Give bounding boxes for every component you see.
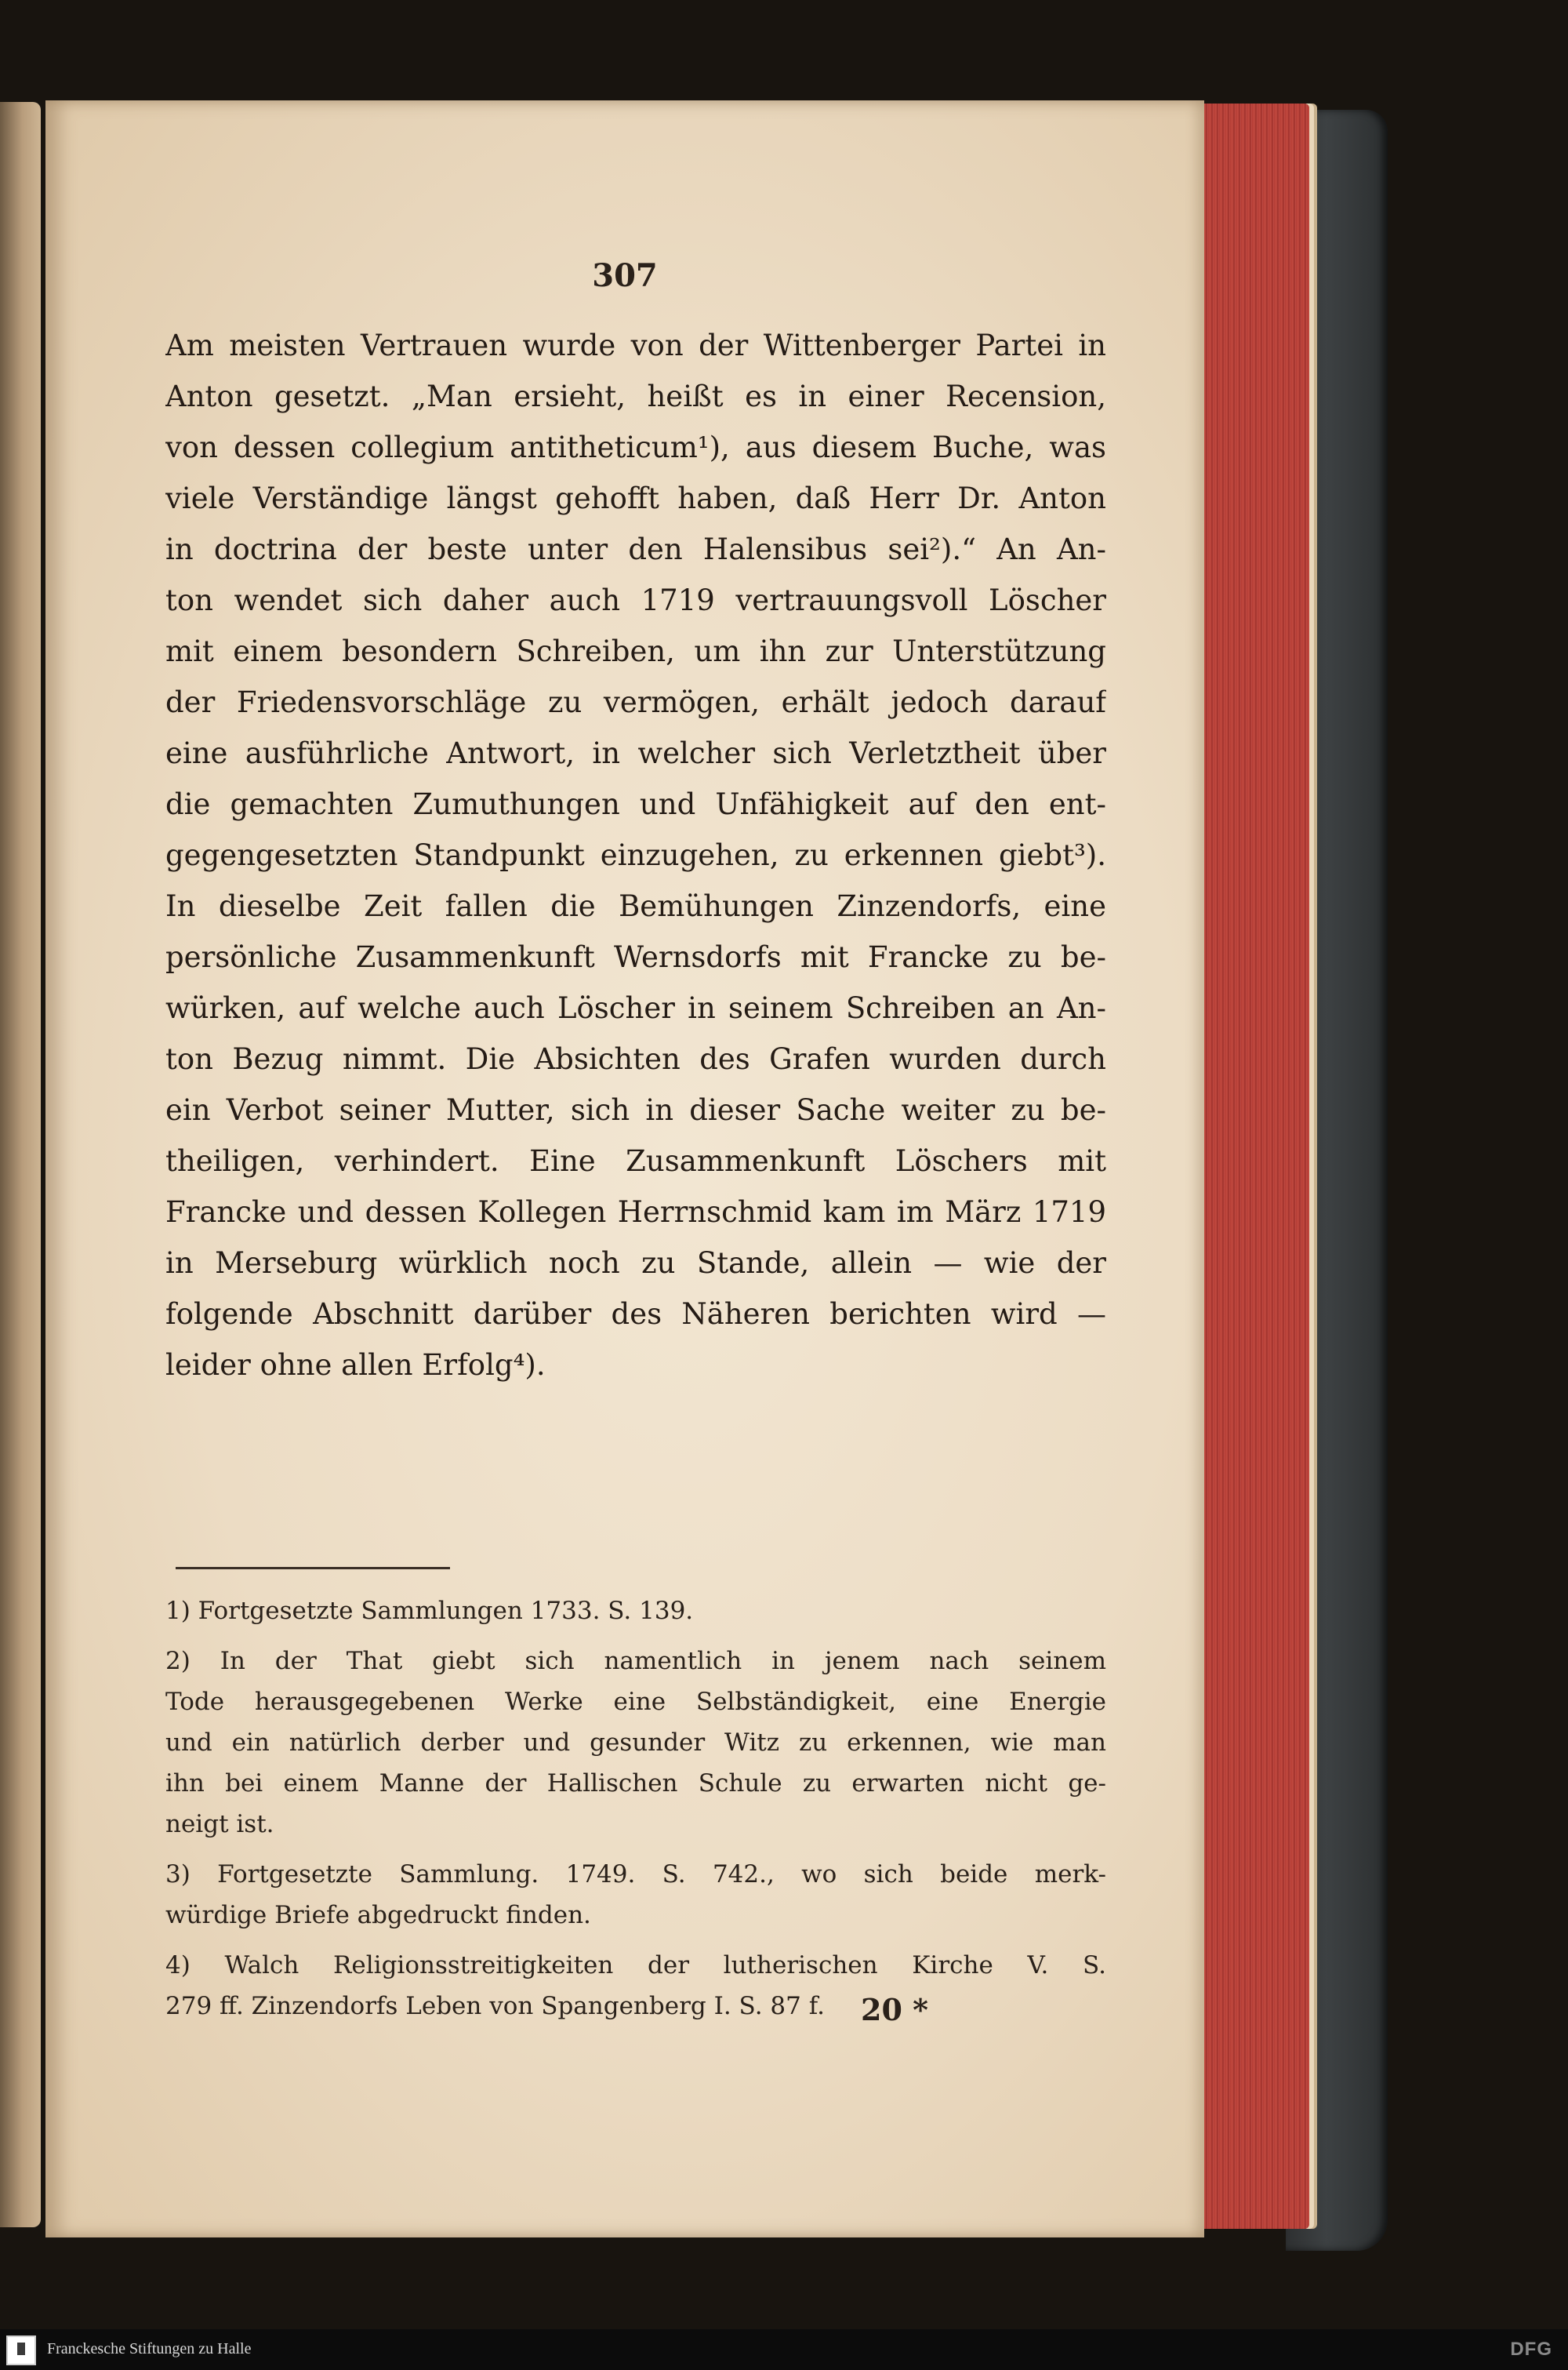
institution-logo-icon <box>6 2335 36 2365</box>
text-line: würken, auf welche auch Löscher in seinem Schreiben an An- <box>165 991 1106 1025</box>
footnote-gap <box>165 1845 1106 1854</box>
text-line: persönliche Zusammenkunft Wernsdorfs mit Francke zu be- <box>165 940 1106 974</box>
text-line: Am meisten Vertrauen wurde von der Wittenberger Partei in <box>165 329 1106 362</box>
text-line: in doctrina der beste unter den Halensibus sei²).“ An An- <box>165 533 1106 566</box>
text-line: in Merseburg würklich noch zu Stande, allein — wie der <box>165 1246 1106 1280</box>
book-page <box>45 100 1204 2237</box>
page-number: 307 <box>592 257 658 294</box>
footnote-line: neigt ist. <box>165 1810 274 1838</box>
footnote-line: 1) Fortgesetzte Sammlungen 1733. S. 139. <box>165 1597 694 1625</box>
text-line: gegengesetzten Standpunkt einzugehen, zu erkennen giebt³). <box>165 838 1106 872</box>
footnote-line: 279 ff. Zinzendorfs Leben von Spangenberg I. S. 87 f. <box>165 1992 825 2020</box>
text-line: folgende Abschnitt darüber des Näheren berichten wird — <box>165 1297 1106 1331</box>
institution-name: Franckesche Stiftungen zu Halle <box>47 2340 252 2357</box>
signature-mark: 20 * <box>861 1992 928 2027</box>
text-line: ton Bezug nimmt. Die Absichten des Grafen wurden durch <box>165 1042 1106 1076</box>
text-line: theiligen, verhindert. Eine Zusammenkunft Löschers mit <box>165 1144 1106 1178</box>
text-line: der Friedensvorschläge zu vermögen, erhält jedoch darauf <box>165 685 1106 719</box>
dfg-logo: DFG <box>1510 2339 1552 2360</box>
footnote-line: würdige Briefe abgedruckt finden. <box>165 1901 591 1929</box>
text-line: leider ohne allen Erfolg⁴). <box>165 1348 546 1382</box>
footnote-line: Tode herausgegebenen Werke eine Selbständigkeit, eine Energie <box>165 1688 1106 1716</box>
text-line: viele Verständige längst gehofft haben, daß Herr Dr. Anton <box>165 482 1106 515</box>
text-line: die gemachten Zumuthungen und Unfähigkeit auf den ent- <box>165 787 1106 821</box>
footnotes <box>165 1590 1106 2026</box>
text-line: Francke und dessen Kollegen Herrnschmid kam im März 1719 <box>165 1195 1106 1229</box>
footnote-4 <box>165 1945 1106 2026</box>
footnote-1 <box>165 1590 1106 1631</box>
text-line: In dieselbe Zeit fallen die Bemühungen Zinzendorfs, eine <box>165 889 1106 923</box>
red-page-edges <box>1192 104 1309 2229</box>
footnote-3 <box>165 1854 1106 1936</box>
footnote-gap <box>165 1936 1106 1945</box>
main-text <box>165 320 1106 1390</box>
text-line: Anton gesetzt. „Man ersieht, heißt es in einer Recension, <box>165 380 1106 413</box>
previous-page-edge <box>0 102 41 2227</box>
footnote-line: 3) Fortgesetzte Sammlung. 1749. S. 742., wo sich beide merk- <box>165 1860 1106 1888</box>
text-line: von dessen collegium antitheticum¹), aus diesem Buche, was <box>165 431 1106 464</box>
footnote-line: und ein natürlich derber und gesunder Witz zu erkennen, wie man <box>165 1728 1106 1757</box>
text-line: eine ausführliche Antwort, in welcher sich Verletztheit über <box>165 736 1106 770</box>
footnote-line: 2) In der That giebt sich namentlich in jenem nach seinem <box>165 1647 1106 1675</box>
footnote-2 <box>165 1641 1106 1845</box>
text-line: mit einem besondern Schreiben, um ihn zur Unterstützung <box>165 634 1106 668</box>
text-line: ton wendet sich daher auch 1719 vertrauungsvoll Löscher <box>165 583 1106 617</box>
footnote-gap <box>165 1631 1106 1641</box>
footnote-line: ihn bei einem Manne der Hallischen Schule zu erwarten nicht ge- <box>165 1769 1106 1797</box>
footnote-line: 4) Walch Religionsstreitigkeiten der lutherischen Kirche V. S. <box>165 1951 1106 1979</box>
text-line: ein Verbot seiner Mutter, sich in dieser Sache weiter zu be- <box>165 1093 1106 1127</box>
footnote-separator <box>176 1567 450 1569</box>
